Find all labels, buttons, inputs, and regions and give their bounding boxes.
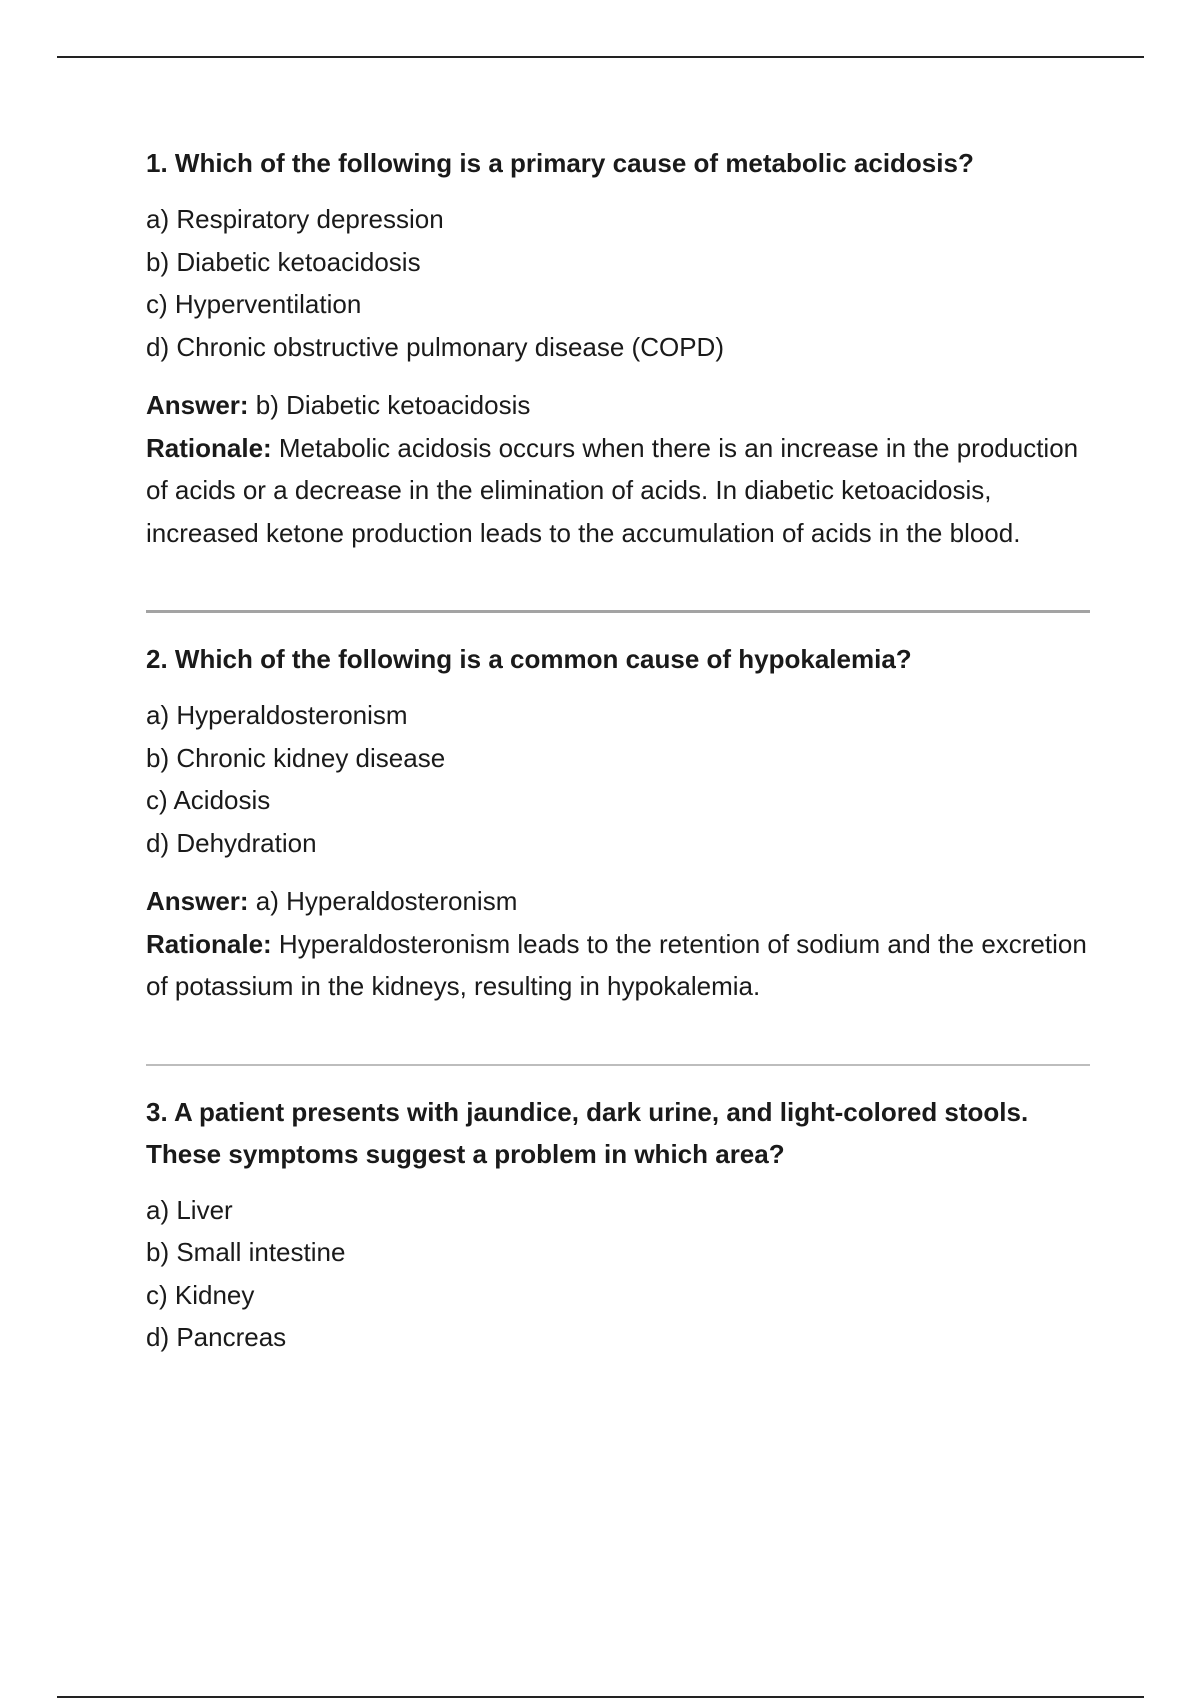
question-text: 3. A patient presents with jaundice, dark urine, and light-colored stools. These symptoms suggest a problem in which area? xyxy=(146,1096,1029,1169)
question-text: 2. Which of the following is a common cause of hypokalemia? xyxy=(146,644,912,674)
rationale-label: Rationale: xyxy=(146,432,272,463)
option-d: d) Chronic obstructive pulmonary disease (COPD) xyxy=(146,331,724,362)
option-b: b) Diabetic ketoacidosis xyxy=(146,246,421,277)
options-list xyxy=(146,694,1090,864)
answer-line xyxy=(146,384,1090,427)
rationale-line xyxy=(146,923,1090,1008)
section-divider xyxy=(146,1064,1090,1066)
question-block-3 xyxy=(146,1091,1090,1359)
answer-block xyxy=(146,880,1090,1008)
option-c: c) Kidney xyxy=(146,1279,255,1310)
question-text: 1. Which of the following is a primary cause of metabolic acidosis? xyxy=(146,148,974,178)
option-a: a) Respiratory depression xyxy=(146,204,444,234)
option-b: b) Small intestine xyxy=(146,1237,346,1267)
answer-block xyxy=(146,384,1090,554)
page-top-rule xyxy=(57,56,1144,58)
rationale-label: Rationale: xyxy=(146,928,272,959)
option-c: c) Acidosis xyxy=(146,785,271,815)
answer-value: b) Diabetic ketoacidosis xyxy=(248,390,531,420)
options-list xyxy=(146,198,1090,368)
option-a: a) Hyperaldosteronism xyxy=(146,700,408,730)
options-list xyxy=(146,1189,1090,1359)
option-d: d) Dehydration xyxy=(146,827,317,858)
answer-label: Answer: xyxy=(146,886,249,916)
question-block-2 xyxy=(146,638,1090,1008)
answer-line xyxy=(146,880,1090,923)
answer-value: a) Hyperaldosteronism xyxy=(248,886,518,916)
quiz-content xyxy=(146,142,1090,1359)
rationale-line xyxy=(146,427,1090,555)
section-divider xyxy=(146,610,1090,613)
option-a: a) Liver xyxy=(146,1194,233,1225)
question-block-1 xyxy=(146,142,1090,554)
rationale-text: Hyperaldosteronism leads to the retention of sodium and the excretion of potassium in the kidneys, resulting in hypokalemia. xyxy=(146,928,1087,1001)
rationale-text: Metabolic acidosis occurs when there is an increase in the production of acids or a decrease in the elimination of acids. In diabetic ketoacidosis, increased ketone production leads to the accumulation of acids in the blood. xyxy=(146,432,1079,548)
answer-label: Answer: xyxy=(146,390,249,420)
option-b: b) Chronic kidney disease xyxy=(146,742,446,773)
option-d: d) Pancreas xyxy=(146,1322,287,1352)
page-bottom-rule xyxy=(57,1696,1144,1698)
option-c: c) Hyperventilation xyxy=(146,289,362,319)
